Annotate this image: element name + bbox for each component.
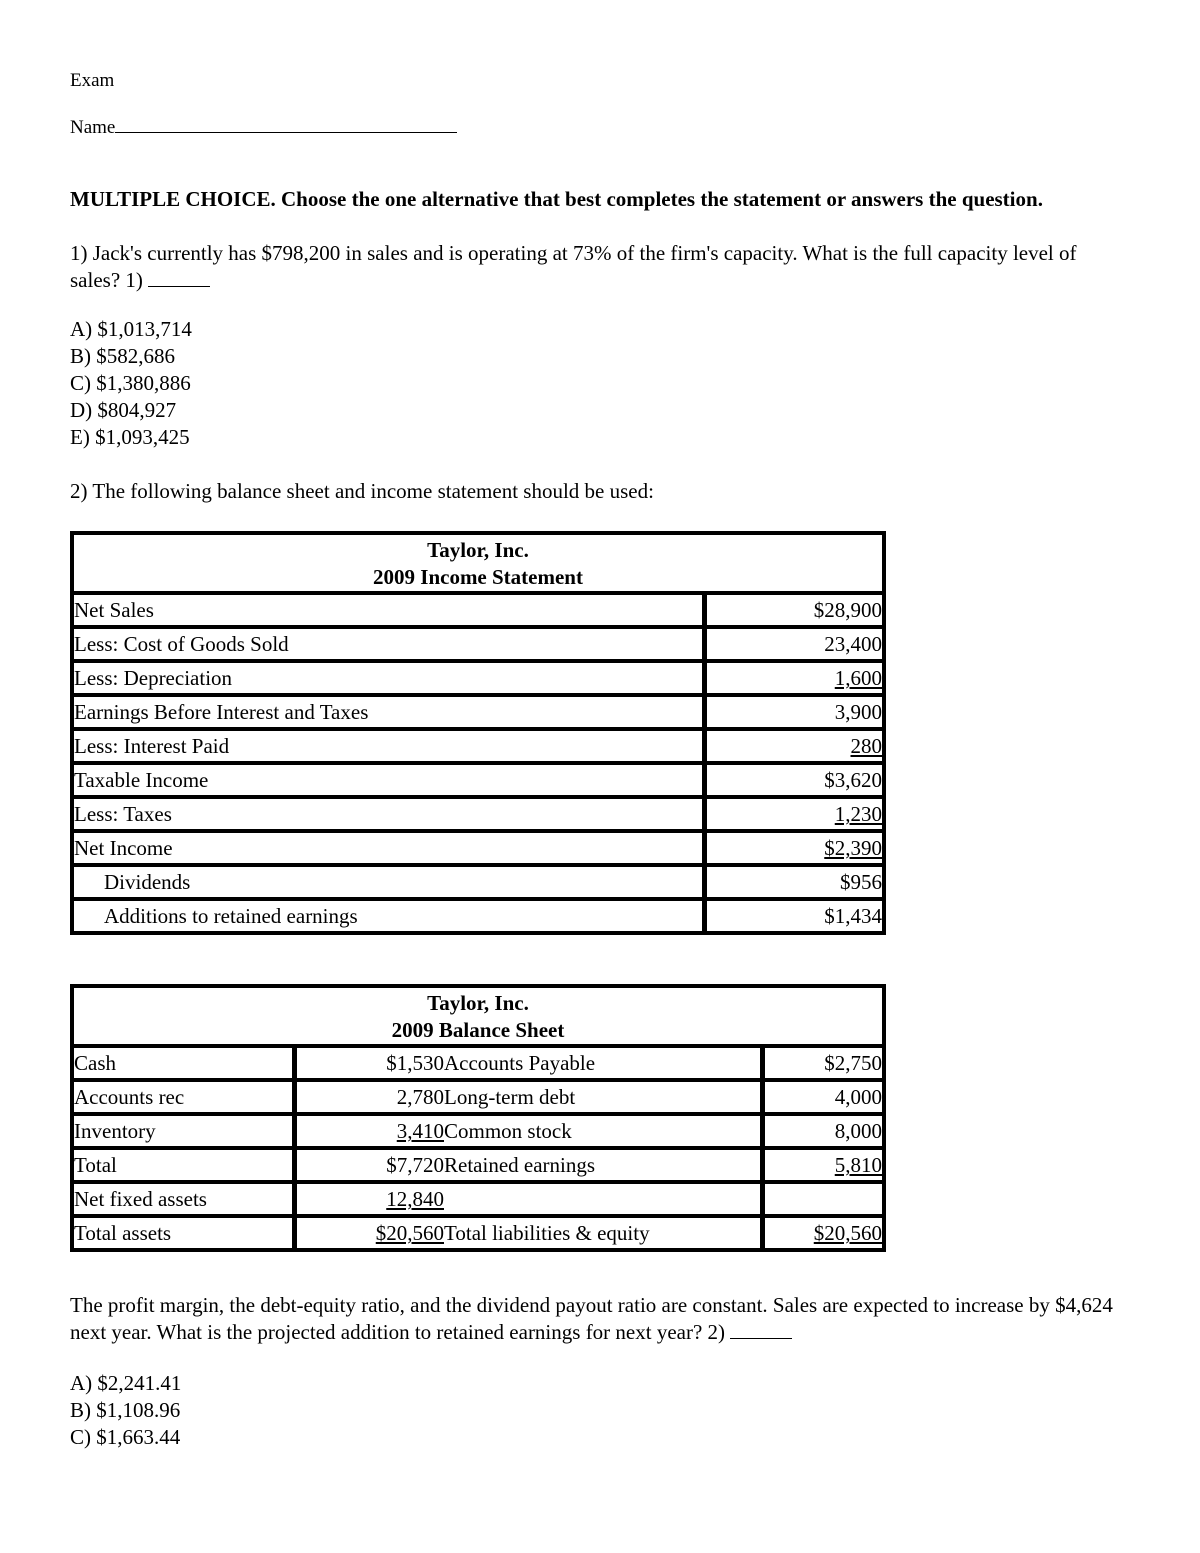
income-statement-heading: 2009 Income Statement (373, 565, 583, 589)
asset-amount: $20,560 (375, 1221, 444, 1245)
row-amount: $28,900 (702, 591, 882, 625)
row-label: Dividends (74, 863, 702, 897)
balance-sheet-heading: 2009 Balance Sheet (391, 1018, 565, 1042)
question-2-choices (70, 1370, 181, 1451)
table-row (74, 897, 882, 931)
row-amount: $3,620 (702, 761, 882, 795)
table-row (74, 829, 882, 863)
asset-label: Inventory (74, 1112, 292, 1146)
liability-amount-cell (760, 1146, 882, 1180)
question-2-text: The profit margin, the debt-equity ratio, and the dividend payout ratio are constant. Sales are expected to increase by $4,624 next year. What is the projected addition to retained earnings for next year? 2) (70, 1293, 1113, 1344)
table-row (74, 693, 882, 727)
income-statement-company: Taylor, Inc. (427, 538, 529, 562)
table-row (74, 1044, 882, 1078)
table-row (74, 727, 882, 761)
balance-sheet-title (74, 988, 882, 1044)
question-1 (70, 240, 1130, 294)
row-label: Net Sales (74, 591, 702, 625)
choice-b[interactable]: B) $582,686 (70, 344, 175, 368)
row-amount-cell (702, 659, 882, 693)
liability-label: Total liabilities & equity (444, 1214, 760, 1248)
row-label: Less: Cost of Goods Sold (74, 625, 702, 659)
question-1-answer-blank[interactable] (148, 268, 210, 287)
row-amount: $1,434 (702, 897, 882, 931)
row-amount: $2,390 (824, 836, 882, 860)
table-row (74, 1078, 882, 1112)
liability-label: Retained earnings (444, 1146, 760, 1180)
asset-amount: 12,840 (386, 1187, 444, 1211)
row-label: Net Income (74, 829, 702, 863)
liability-amount: 4,000 (760, 1078, 882, 1112)
row-label: Earnings Before Interest and Taxes (74, 693, 702, 727)
liability-amount: 5,810 (834, 1153, 882, 1177)
table-row (74, 1112, 882, 1146)
table-row (74, 591, 882, 625)
row-label: Taxable Income (74, 761, 702, 795)
table-row (74, 625, 882, 659)
choice-e[interactable]: E) $1,093,425 (70, 425, 190, 449)
table-row (74, 761, 882, 795)
asset-label: Net fixed assets (74, 1180, 292, 1214)
table-row (74, 1180, 882, 1214)
question-2-intro: 2) The following balance sheet and income statement should be used: (70, 479, 654, 503)
row-amount: 1,600 (834, 666, 882, 690)
liability-label: Common stock (444, 1112, 760, 1146)
row-amount: 3,900 (702, 693, 882, 727)
table-row (74, 1214, 882, 1248)
choice-b[interactable]: B) $1,108.96 (70, 1398, 181, 1422)
row-amount: 23,400 (702, 625, 882, 659)
choice-c[interactable]: C) $1,380,886 (70, 371, 191, 395)
row-amount: 1,230 (834, 802, 882, 826)
row-amount: $956 (702, 863, 882, 897)
row-label: Less: Interest Paid (74, 727, 702, 761)
income-statement-table (70, 531, 886, 935)
asset-amount-cell (292, 1214, 444, 1248)
choice-a[interactable]: A) $1,013,714 (70, 317, 192, 341)
liability-label (444, 1180, 760, 1214)
row-label: Less: Taxes (74, 795, 702, 829)
liability-amount (760, 1180, 882, 1214)
liability-amount-cell (760, 1214, 882, 1248)
asset-label: Total (74, 1146, 292, 1180)
question-2 (70, 1292, 1130, 1346)
asset-amount: 2,780 (292, 1078, 444, 1112)
choice-c[interactable]: C) $1,663.44 (70, 1425, 181, 1449)
asset-amount: 3,410 (396, 1119, 444, 1143)
balance-sheet-table (70, 984, 886, 1252)
instructions: MULTIPLE CHOICE. Choose the one alternative that best completes the statement or answers the question. (70, 187, 1043, 211)
liability-amount: $2,750 (760, 1044, 882, 1078)
exam-label: Exam (70, 70, 115, 91)
question-2-answer-blank[interactable] (730, 1320, 792, 1339)
liability-amount: $20,560 (813, 1221, 882, 1245)
asset-amount: $7,720 (292, 1146, 444, 1180)
row-amount-cell (702, 727, 882, 761)
name-blank[interactable] (115, 116, 457, 133)
choice-a[interactable]: A) $2,241.41 (70, 1371, 182, 1395)
name-field (70, 116, 457, 139)
liability-label: Accounts Payable (444, 1044, 760, 1078)
choice-d[interactable]: D) $804,927 (70, 398, 177, 422)
asset-label: Total assets (74, 1214, 292, 1248)
row-label: Less: Depreciation (74, 659, 702, 693)
question-1-choices (70, 316, 192, 451)
row-amount-cell (702, 829, 882, 863)
balance-sheet-header (74, 988, 882, 1044)
table-row (74, 1146, 882, 1180)
table-row (74, 863, 882, 897)
row-amount-cell (702, 795, 882, 829)
row-label: Additions to retained earnings (74, 897, 702, 931)
asset-amount-cell (292, 1180, 444, 1214)
balance-sheet-company: Taylor, Inc. (427, 991, 529, 1015)
liability-amount: 8,000 (760, 1112, 882, 1146)
asset-amount: $1,530 (292, 1044, 444, 1078)
income-statement-header (74, 535, 882, 591)
income-statement-title (74, 535, 882, 591)
row-amount: 280 (850, 734, 882, 758)
table-row (74, 659, 882, 693)
asset-label: Cash (74, 1044, 292, 1078)
asset-label: Accounts rec (74, 1078, 292, 1112)
liability-label: Long-term debt (444, 1078, 760, 1112)
asset-amount-cell (292, 1112, 444, 1146)
table-row (74, 795, 882, 829)
name-label: Name (70, 117, 116, 138)
question-1-text: 1) Jack's currently has $798,200 in sales and is operating at 73% of the firm's capacity. What is the full capacity level of sales? 1) (70, 241, 1077, 292)
